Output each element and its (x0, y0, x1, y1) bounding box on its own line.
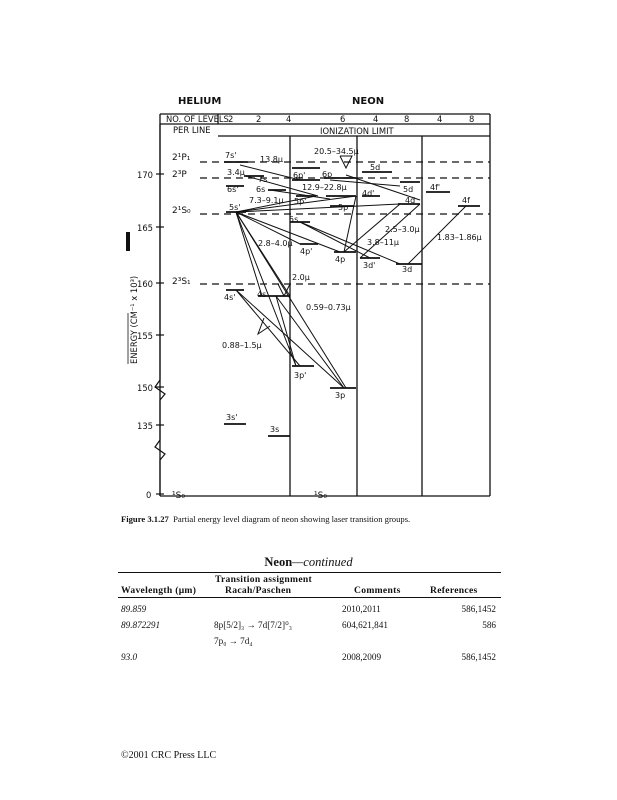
level-label: 4d (405, 196, 416, 205)
wavelength-label: 20.5–34.5μ (314, 147, 359, 156)
column-count: 2 (256, 114, 262, 124)
level-label: 4p' (300, 247, 313, 256)
y-tick-label: 135 (137, 421, 153, 431)
helium-state-label: 2³S₁ (172, 277, 191, 287)
cell-comments: 604,621,841 (342, 620, 388, 630)
wavelength-label: 1.83–1.86μ (437, 233, 482, 242)
level-label: 4p (335, 255, 346, 264)
level-label: 4f' (430, 183, 441, 192)
wavelength-label: 2.8–4.0μ (258, 239, 293, 248)
table-title-suffix: —continued (292, 555, 353, 569)
level-label: 5s (289, 215, 299, 224)
neon-ground-label: ¹S₀ (314, 491, 327, 501)
cell-wavelength: 89.872291 (121, 620, 161, 630)
wavelength-label: 2.5–3.0μ (385, 225, 420, 234)
neon-label: NEON (352, 96, 385, 107)
column-count: 4 (437, 114, 443, 124)
level-label: 3s' (226, 413, 238, 422)
cell-comments: 2010,2011 (342, 604, 381, 614)
cell-references: 586,1452 (461, 652, 496, 662)
table-top-rule (118, 572, 501, 573)
helium-state-label: 2¹P₁ (172, 153, 191, 163)
level-label: 4s (257, 290, 267, 299)
level-label: 6p' (293, 171, 306, 180)
header-group: Transition assignment (215, 574, 313, 585)
cell-comments: 2008,2009 (342, 652, 382, 662)
level-label: 5d (370, 163, 381, 172)
wavelength-label: 2.0μ (292, 273, 310, 282)
level-label: 3p' (294, 371, 307, 380)
levels-header: NO. OF LEVELS (166, 114, 229, 124)
y-tick-label: 165 (137, 223, 153, 233)
level-label: 3s (270, 425, 280, 434)
level-label: 4s' (224, 293, 236, 302)
cell-wavelength: 89.859 (121, 604, 147, 614)
column-count: 8 (404, 114, 410, 124)
y-tick-label: 155 (137, 331, 153, 341)
level-label: 7s' (225, 151, 237, 160)
caption-text: Partial energy level diagram of neon showing laser transition groups. (173, 514, 411, 524)
column-count: 4 (286, 114, 292, 124)
wavelength-label: 13.8μ (260, 155, 283, 164)
figure-number: Figure 3.1.27 (121, 514, 169, 524)
level-label: 5s' (229, 203, 241, 212)
cell-wavelength: 93.0 (121, 652, 138, 662)
cell-assignment: 8p[5/2]₃ → 7d[7/2]⁰₃ (214, 620, 292, 630)
level-label: 4f (462, 196, 470, 205)
column-header-wavelength: Wavelength (μm) (121, 585, 197, 596)
level-label: 6s' (227, 185, 239, 194)
wavelength-label: 12.9–22.8μ (302, 183, 347, 192)
copyright-footer: ©2001 CRC Press LLC (121, 750, 217, 761)
ionization-limit-label: IONIZATION LIMIT (320, 126, 394, 136)
column-header-comments: Comments (354, 585, 401, 596)
table-title-text: Neon (264, 555, 293, 569)
helium-state-label: 2³P (172, 170, 187, 180)
level-label: 3.4μ (227, 168, 245, 177)
helium-ground-label: ¹S₀ (172, 491, 185, 501)
y-tick-label: 0 (146, 490, 152, 500)
y-tick-label: 160 (137, 279, 153, 289)
y-tick-label: 170 (137, 170, 153, 180)
level-label: 7s (258, 175, 268, 184)
wavelength-label: 7.3–9.1μ (249, 196, 284, 205)
column-count: 6 (340, 114, 346, 124)
level-label: 3p (335, 391, 346, 400)
level-label: 3d' (363, 261, 376, 270)
table-header-rule (118, 597, 501, 598)
column-count: 2 (228, 114, 234, 124)
y-tick-label: 150 (137, 383, 153, 393)
level-label: 6s (256, 185, 266, 194)
levels-header-2: PER LINE (173, 125, 211, 135)
level-label: 4d' (362, 189, 375, 198)
level-label: 5p' (294, 197, 307, 206)
wavelength-label: 3.8–11μ (367, 238, 399, 247)
table-title (0, 555, 617, 570)
column-header-assignment: Racah/Paschen (225, 585, 292, 596)
column-count: 8 (469, 114, 475, 124)
level-label: 6p (322, 170, 333, 179)
level-label: 5d (403, 185, 414, 194)
wavelength-label: 0.88–1.5μ (222, 341, 262, 350)
level-label: 3d (402, 265, 413, 274)
figure-caption (121, 514, 561, 524)
level-label: 5p (338, 203, 349, 212)
cell-assignment: 7p₀ → 7d₄ (214, 636, 253, 646)
y-axis-label: ENERGY (CM⁻¹ x 10³) (129, 275, 139, 364)
column-header-references: References (430, 585, 478, 596)
helium-state-label: 2¹S₀ (172, 206, 191, 216)
helium-label: HELIUM (178, 96, 222, 107)
wavelength-label: 0.59–0.73μ (306, 303, 351, 312)
column-count: 4 (373, 114, 379, 124)
cell-references: 586 (482, 620, 496, 630)
cell-references: 586,1452 (461, 604, 496, 614)
